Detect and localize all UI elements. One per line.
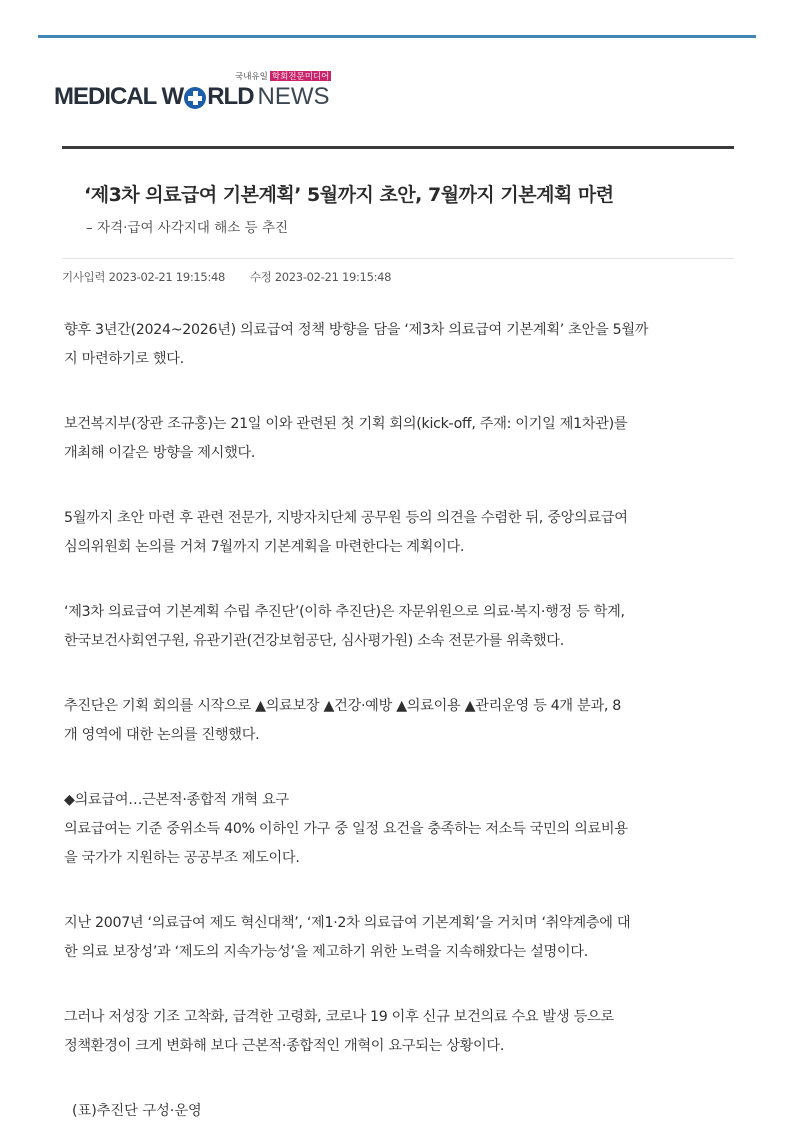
article-subtitle: – 자격·급여 사각지대 해소 등 추진 — [86, 220, 289, 236]
meta-divider — [62, 258, 734, 259]
section-heading: ◆의료급여…근본적·종합적 개혁 요구 — [64, 792, 289, 808]
published-date: 2023-02-21 19:15:48 — [108, 270, 226, 284]
logo-wordmark: MEDICAL W RLD NEWS — [54, 83, 330, 110]
paragraph: 그러나 저성장 기조 고착화, 급격한 고령화, 코로나 19 이후 신규 보건의료 수요 발생 등으로 정책환경이 크게 변화해 보다 근본적·종합적인 개혁이 요구되는 상황이다. — [64, 1009, 614, 1054]
paragraph: 지난 2007년 ‘의료급여 제도 혁신대책’, ‘제1·2차 의료급여 기본계획’을 거치며 ‘취약계층에 대 한 의료 보장성’과 ‘제도의 지속가능성’을 제고하기 위한 노력을 지속해왔다는 설명이다. — [64, 915, 631, 960]
table-caption: (표)추진단 구성·운영 — [72, 1103, 202, 1119]
article-body — [64, 316, 744, 1126]
paragraph: 보건복지부(장관 조규홍)는 21일 이와 관련된 첫 기획 회의(kick-off, 주재: 이기일 제1차관)를 개최해 이같은 방향을 제시했다. — [64, 416, 628, 461]
paragraph: 향후 3년간(2024~2026년) 의료급여 정책 방향을 담을 ‘제3차 의료급여 기본계획’ 초안을 5월까 지 마련하기로 했다. — [64, 322, 649, 367]
article-title: ‘제3차 의료급여 기본계획’ 5월까지 초안, 7월까지 기본계획 마련 — [84, 184, 614, 206]
header-divider — [62, 146, 734, 149]
section-paragraph: ◆의료급여…근본적·종합적 개혁 요구 의료급여는 기준 중위소득 40% 이하인 가구 중 일정 요건을 충족하는 저소득 국민의 의료비용 을 국가가 지원하는 공공부조 제도이다. — [64, 786, 744, 873]
site-logo[interactable] — [54, 70, 334, 114]
paragraph: 5월까지 초안 마련 후 관련 전문가, 지방자치단체 공무원 등의 의견을 수렴한 뒤, 중앙의료급여 심의위원회 논의를 거쳐 7월까지 기본계획을 마련한다는 계획이다. — [64, 510, 628, 555]
modified-label: 수정 — [249, 270, 272, 284]
published-label: 기사입력 — [62, 270, 106, 284]
medical-cross-icon — [184, 87, 206, 109]
modified-date: 2023-02-21 19:15:48 — [274, 270, 392, 284]
logo-tagline: 국내유일 학회전문미디어 — [235, 71, 330, 81]
paragraph: ‘제3차 의료급여 기본계획 수립 추진단’(이하 추진단)은 자문위원으로 의료·복지·행정 등 학계, 한국보건사회연구원, 유관기관(건강보험공단, 심사평가원) 소속 전문가를 위촉했다. — [64, 604, 625, 649]
top-divider — [38, 35, 756, 38]
article-meta — [62, 269, 391, 285]
paragraph: 추진단은 기획 회의를 시작으로 ▲의료보장 ▲건강·예방 ▲의료이용 ▲관리운영 등 4개 분과, 8 개 영역에 대한 논의를 진행했다. — [64, 698, 621, 743]
